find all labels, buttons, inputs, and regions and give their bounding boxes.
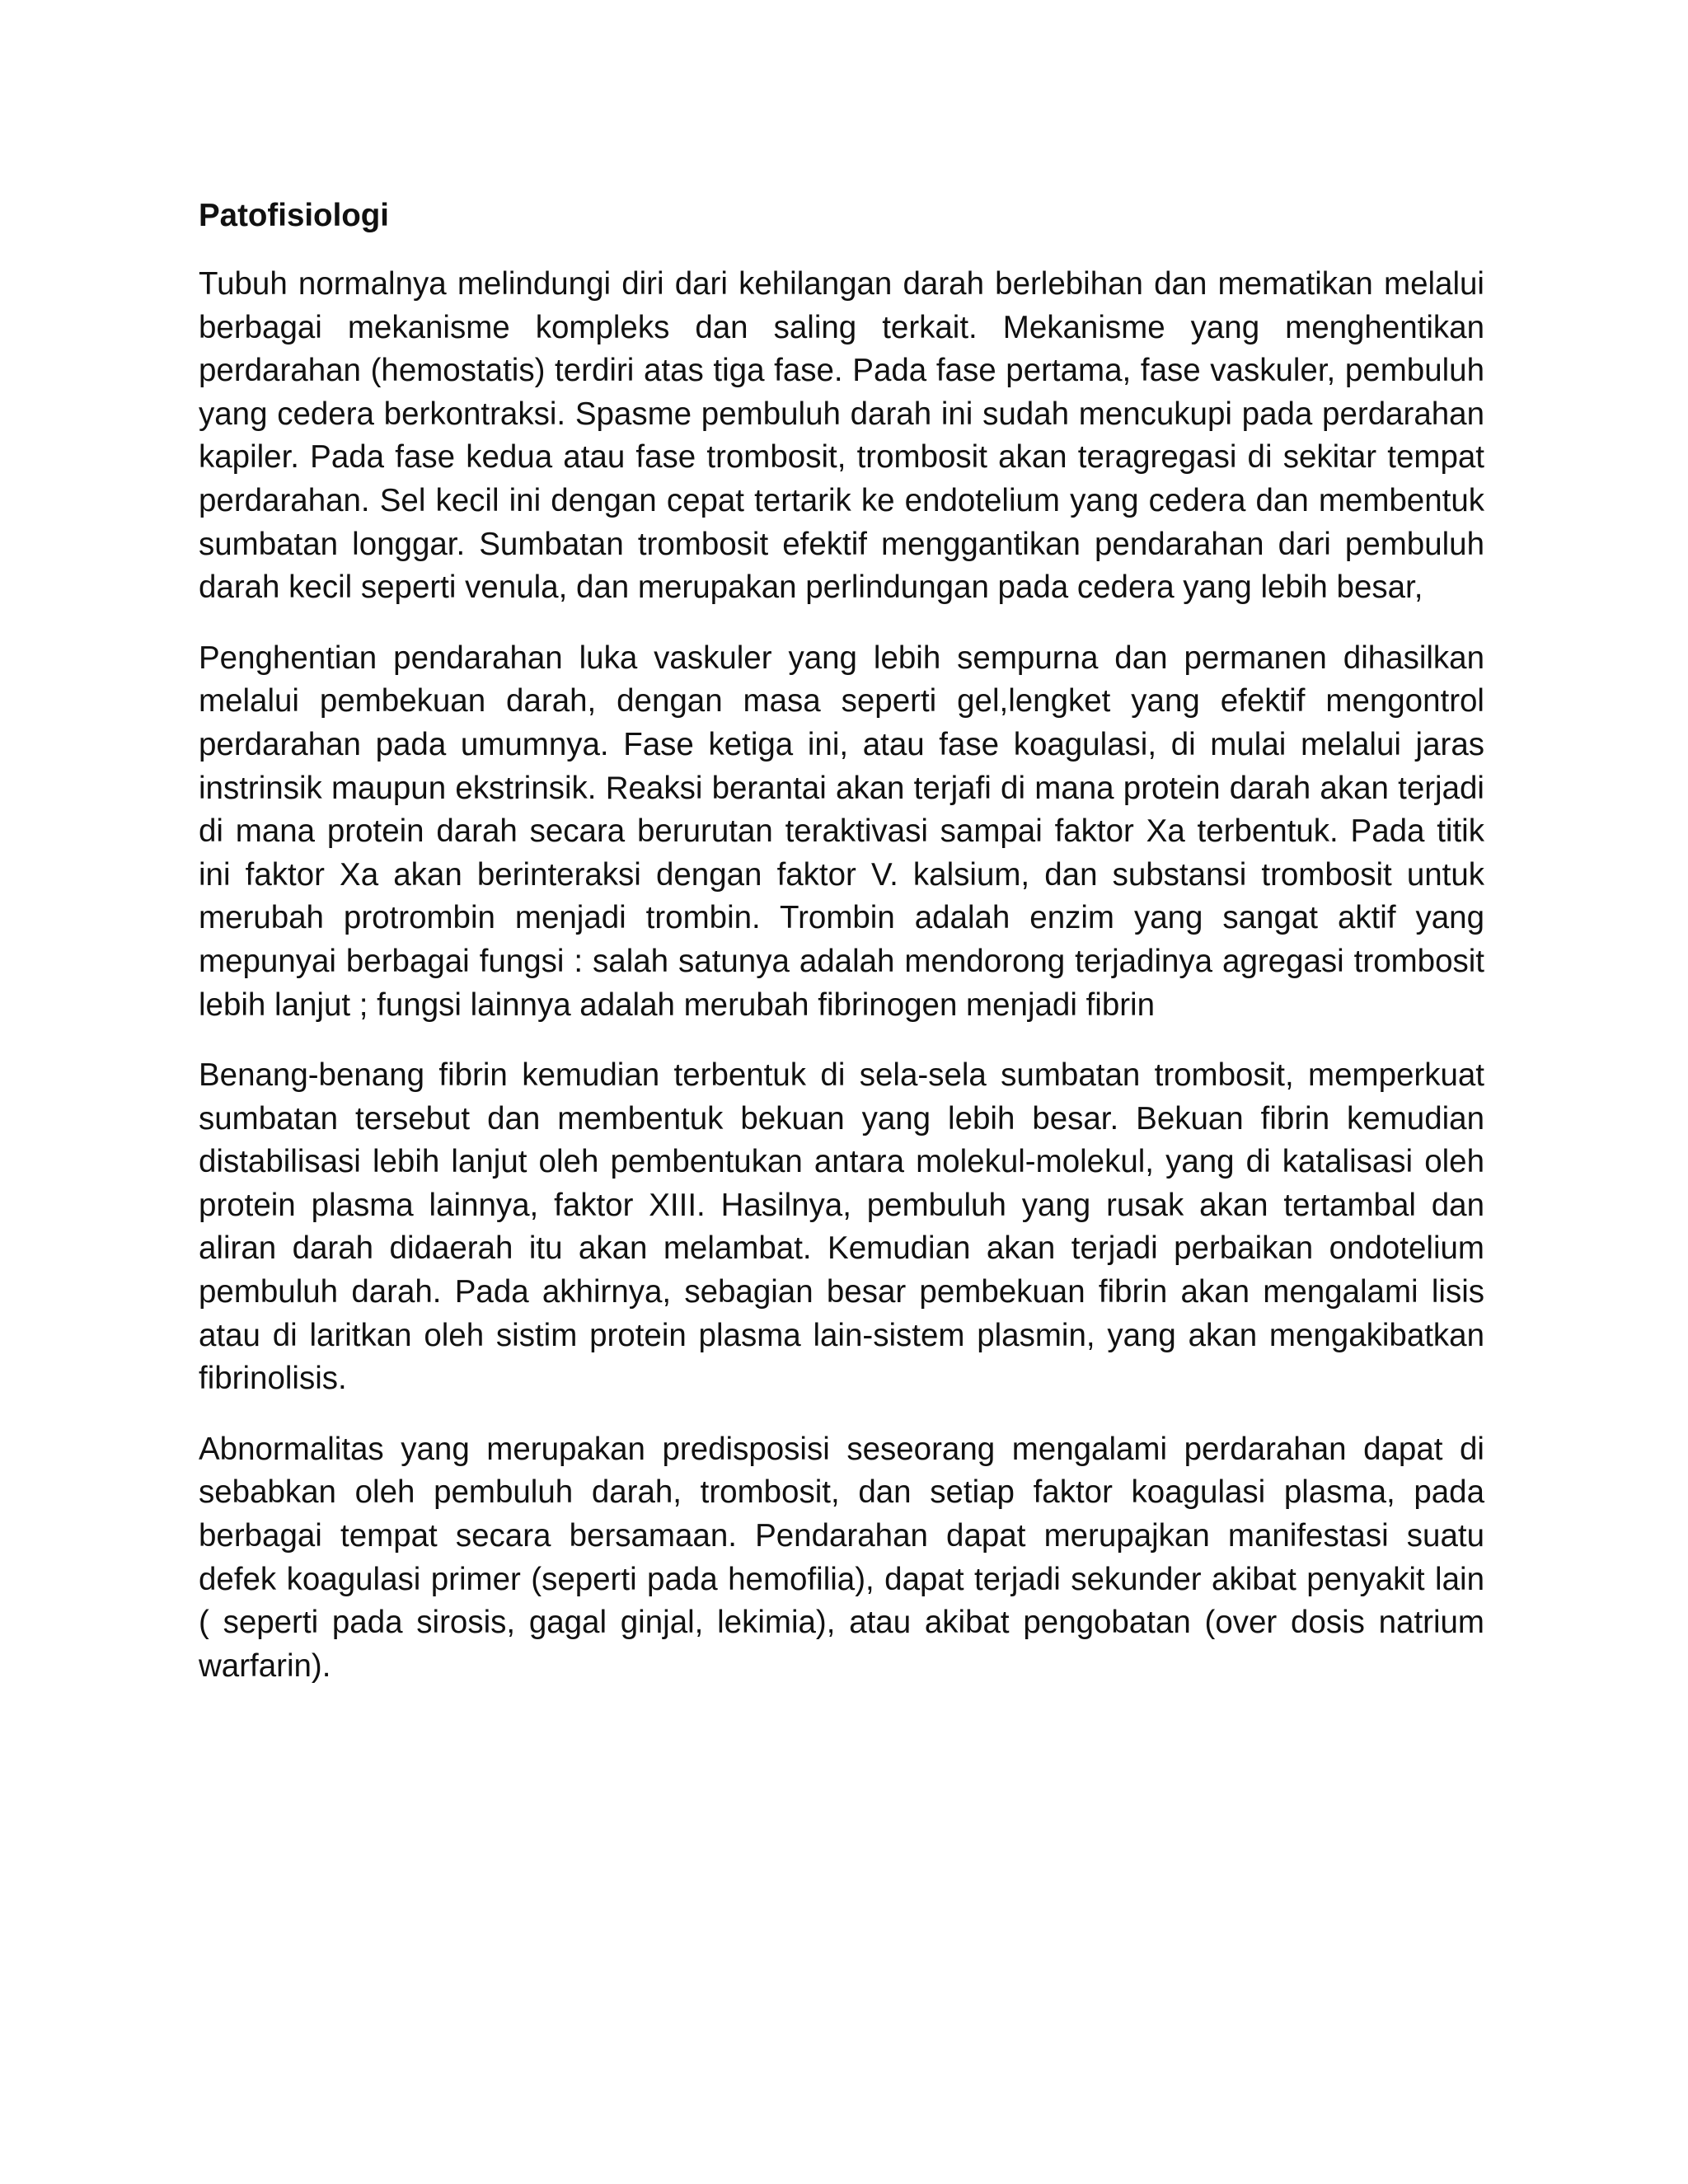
document-body xyxy=(199,194,1484,1715)
section-heading: Patofisiologi xyxy=(199,198,389,233)
paragraph-abnormalities: Abnormalitas yang merupakan predisposisi seseorang mengalami perdarahan dapat di sebabkan oleh pembuluh darah, trombosit, dan setiap faktor koagulasi plasma, pada berbagai tempat secara bersamaan. Pendarahan dapat merupajkan manifestasi suatu defek koagulasi primer (seperti pada hemofilia), dapat terjadi sekunder akibat penyakit lain ( seperti pada sirosis, gagal ginjal, lekimia), atau akibat pengobatan (over dosis natrium warfarin). xyxy=(199,1431,1484,1684)
paragraph-hemostasis-phases: Tubuh normalnya melindungi diri dari kehilangan darah berlebihan dan mematikan melalui berbagai mekanisme kompleks dan saling terkait. Mekanisme yang menghentikan perdarahan (hemostatis) terdiri atas tiga fase. Pada fase pertama, fase vaskuler, pembuluh yang cedera berkontraksi. Spasme pembuluh darah ini sudah mencukupi pada perdarahan kapiler. Pada fase kedua atau fase trombosit, trombosit akan teragregasi di sekitar tempat perdarahan. Sel kecil ini dengan cepat tertarik ke endotelium yang cedera dan membentuk sumbatan longgar. Sumbatan trombosit efektif menggantikan pendarahan dari pembuluh darah kecil seperti venula, dan merupakan perlindungan pada cedera yang lebih besar, xyxy=(199,266,1484,606)
paragraph-fibrin-formation: Benang-benang fibrin kemudian terbentuk di sela-sela sumbatan trombosit, memperkuat sumbatan tersebut dan membentuk bekuan yang lebih besar. Bekuan fibrin kemudian distabilisasi lebih lanjut oleh pembentukan antara molekul-molekul, yang di katalisasi oleh protein plasma lainnya, faktor XIII. Hasilnya, pembuluh yang rusak akan tertambal dan aliran darah didaerah itu akan melambat. Kemudian akan terjadi perbaikan ondotelium pembuluh darah. Pada akhirnya, sebagian besar pembekuan fibrin akan mengalami lisis atau di laritkan oleh sistim protein plasma lain-sistem plasmin, yang akan mengakibatkan fibrinolisis. xyxy=(199,1057,1484,1397)
paragraph-coagulation-phase: Penghentian pendarahan luka vaskuler yang lebih sempurna dan permanen dihasilkan melalui pembekuan darah, dengan masa seperti gel,lengket yang efektif mengontrol perdarahan pada umumnya. Fase ketiga ini, atau fase koagulasi, di mulai melalui jaras instrinsik maupun ekstrinsik. Reaksi berantai akan terjafi di mana protein darah akan terjadi di mana protein darah secara berurutan teraktivasi sampai faktor Xa terbentuk. Pada titik ini faktor Xa akan berinteraksi dengan faktor V. kalsium, dan substansi trombosit untuk merubah protrombin menjadi trombin. Trombin adalah enzim yang sangat aktif yang mepunyai berbagai fungsi : salah satunya adalah mendorong terjadinya agregasi trombosit lebih lanjut ; fungsi lainnya adalah merubah fibrinogen menjadi fibrin xyxy=(199,640,1484,1023)
